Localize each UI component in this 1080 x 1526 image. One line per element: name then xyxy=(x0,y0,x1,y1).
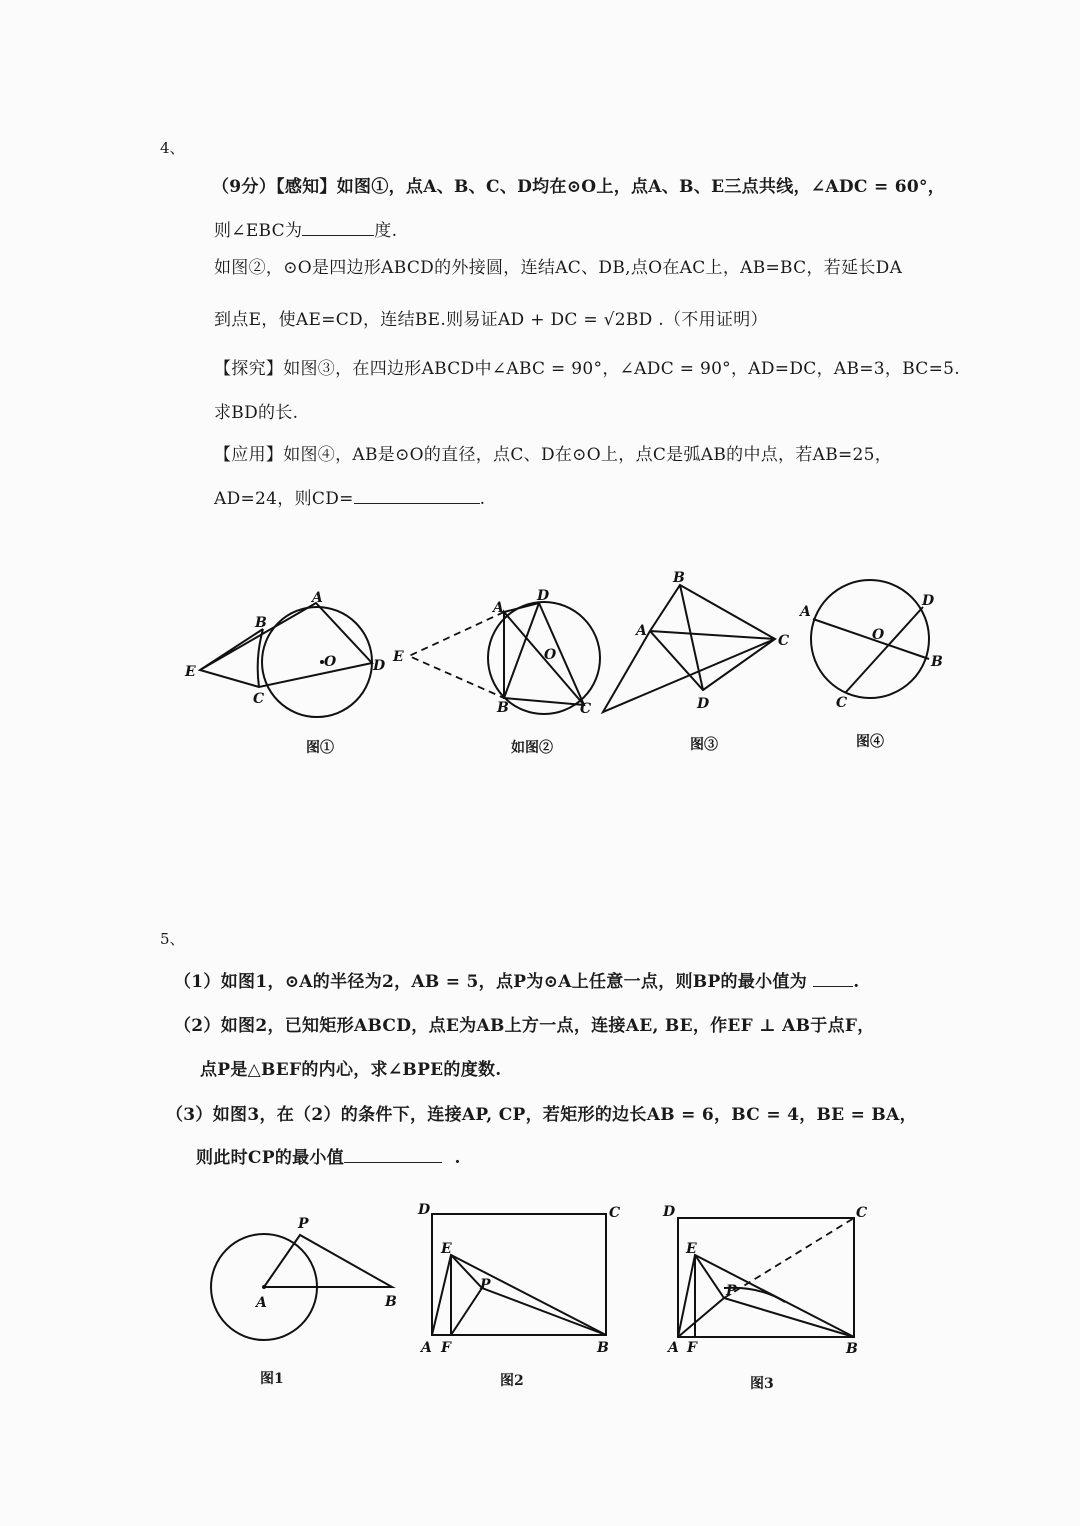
q4-perception-line: （9分）【感知】如图①，点A、B、C、D均在⊙O上，点A、B、E三点共线，∠ADC = 60°， xyxy=(212,177,946,197)
fig3-label-c: C xyxy=(778,633,790,649)
q5-line1-end: . xyxy=(853,972,860,992)
q5-line5-text: 则此时CP的最小值 xyxy=(196,1148,345,1168)
q4-caption-3: 图③ xyxy=(690,737,718,753)
question-5-number: 5、 xyxy=(160,930,185,948)
q5-fig2-label-p: P xyxy=(480,1277,491,1293)
q5-fig2-label-e: E xyxy=(441,1241,452,1257)
q5-fig1-label-b: B xyxy=(385,1294,397,1310)
fig4-label-c: C xyxy=(836,695,848,711)
q5-fig3-label-f: F xyxy=(687,1340,697,1356)
q5-line5-end: . xyxy=(454,1148,461,1168)
q5-part1-line xyxy=(174,967,860,992)
q4-line8-end: . xyxy=(479,489,486,509)
q4-fig2-line-cont: 到点E，使AE=CD，连结BE.则易证AD + DC = √2BD .（不用证明） xyxy=(214,310,768,330)
fig3-label-b: B xyxy=(673,570,685,586)
question-4-number: 4、 xyxy=(160,139,185,157)
q5-line1-text: （1）如图1，⊙A的半径为2，AB = 5，点P为⊙A上任意一点，则BP的最小值为 xyxy=(174,972,808,992)
q4-fig2-line: 如图②，⊙O是四边形ABCD的外接圆，连结AC、DB,点O在AC上，AB=BC，若延长DA xyxy=(214,258,903,278)
q5-fig1-label-p: P xyxy=(298,1216,309,1232)
q5-fig1-label-a: A xyxy=(256,1295,267,1311)
q5-caption-2: 图2 xyxy=(500,1373,524,1389)
fig1-label-o: O xyxy=(324,654,337,670)
q4-line2-text: 则∠EBC为 xyxy=(214,221,303,241)
fig4-label-a: A xyxy=(800,604,811,620)
q4-figure-3 xyxy=(603,570,789,712)
q5-part2-line: （2）如图2，已知矩形ABCD，点E为AB上方一点，连接AE, BE，作EF ⊥ AB于点F， xyxy=(174,1016,875,1036)
q5-fig3-label-d: D xyxy=(663,1204,676,1220)
fig1-label-d: D xyxy=(373,658,386,674)
fig4-label-b: B xyxy=(931,654,943,670)
fig2-label-o: O xyxy=(544,647,557,663)
q5-part3-line: （3）如图3，在（2）的条件下，连接AP, CP，若矩形的边长AB = 6，BC = 4，BE = BA， xyxy=(166,1105,917,1125)
fig1-label-e: E xyxy=(185,664,196,680)
q5-fig3-label-a: A xyxy=(668,1340,679,1356)
q5-answer-blank-1 xyxy=(813,969,853,987)
fig2-label-e: E xyxy=(393,649,404,665)
fig1-label-a: A xyxy=(312,590,323,606)
q5-fig3-label-c: C xyxy=(856,1205,868,1221)
q5-fig2-label-f: F xyxy=(441,1340,451,1356)
q5-fig2-label-b: B xyxy=(597,1340,609,1356)
q5-caption-3: 图3 xyxy=(750,1376,774,1392)
q4-figure-4 xyxy=(798,580,943,711)
q4-explore-line: 【探究】如图③，在四边形ABCD中∠ABC = 90°，∠ADC = 90°，AD=DC，AB=3，BC=5. xyxy=(214,359,960,379)
q5-fig3-label-p: P xyxy=(726,1283,737,1299)
q5-fig3-label-e: E xyxy=(686,1241,697,1257)
q4-figure-2 xyxy=(392,588,600,717)
q5-part2-line-cont: 点P是△BEF的内心，求∠BPE的度数. xyxy=(200,1060,502,1080)
q4-line8-text: AD=24，则CD= xyxy=(214,489,354,509)
q4-caption-2: 如图② xyxy=(511,740,553,756)
q5-fig2-label-a: A xyxy=(421,1340,432,1356)
fig3-label-d: D xyxy=(697,696,710,712)
fig2-label-b: B xyxy=(497,700,509,716)
q5-fig2-label-c: C xyxy=(609,1205,621,1221)
fig3-label-a: A xyxy=(636,623,647,639)
q4-apply-line: 【应用】如图④，AB是⊙O的直径，点C、D在⊙O上，点C是弧AB的中点，若AB=25， xyxy=(214,445,893,465)
fig2-label-a: A xyxy=(493,600,504,616)
q5-answer-blank-2 xyxy=(344,1145,442,1163)
q5-fig2-label-d: D xyxy=(418,1202,431,1218)
q5-caption-1: 图1 xyxy=(260,1371,284,1387)
q4-angle-ebc-line xyxy=(214,216,397,241)
q4-figures xyxy=(0,555,1080,730)
q4-explore-line-cont: 求BD的长. xyxy=(214,403,299,423)
fig1-label-b: B xyxy=(255,615,267,631)
q5-fig3-label-b: B xyxy=(846,1341,858,1357)
q4-caption-4: 图④ xyxy=(856,734,884,750)
fig4-label-o: O xyxy=(872,627,885,643)
q5-figure-2 xyxy=(417,1202,620,1356)
q5-figures xyxy=(0,1190,1080,1360)
fig4-label-d: D xyxy=(922,593,935,609)
q5-figure-1 xyxy=(211,1216,397,1340)
fig1-label-c: C xyxy=(253,691,265,707)
q5-figure-3 xyxy=(662,1204,867,1357)
fig2-label-d: D xyxy=(537,588,550,604)
q4-line2-end: 度. xyxy=(374,221,398,241)
q5-part3-line-cont xyxy=(196,1143,461,1168)
q4-answer-blank-1 xyxy=(302,218,374,236)
q4-figure-1 xyxy=(184,590,386,717)
q4-caption-1: 图① xyxy=(306,740,334,756)
fig2-label-c: C xyxy=(580,701,592,717)
q4-apply-line-cont xyxy=(214,484,485,509)
q4-answer-blank-2 xyxy=(354,486,480,504)
